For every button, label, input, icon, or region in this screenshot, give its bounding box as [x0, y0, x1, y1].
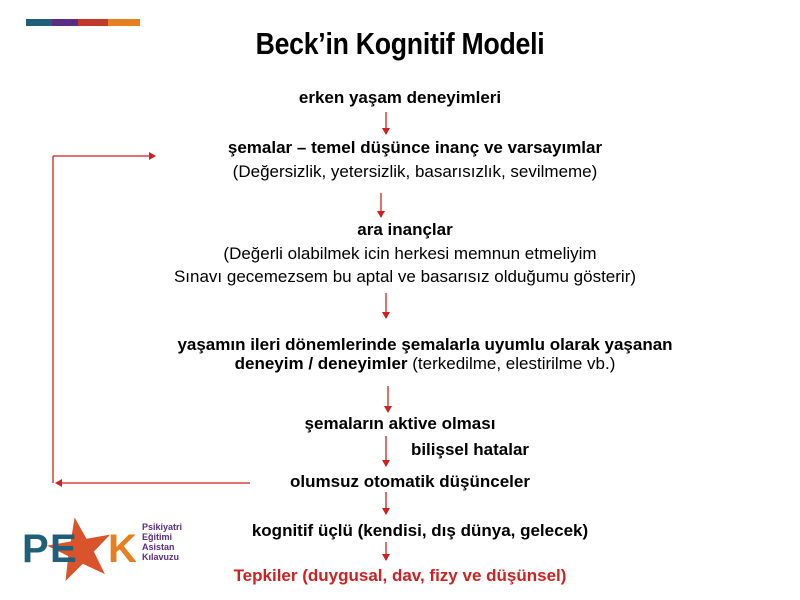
node-later-experiences-detail	[110, 354, 740, 374]
peak-logo	[22, 512, 182, 592]
node-automatic-thoughts: olumsuz otomatik düşünceler	[290, 472, 530, 491]
logo-caption-line-2: Eğitimi	[142, 532, 173, 542]
node-schemas: şemalar – temel düşünce inanç ve varsayımlar	[227, 138, 603, 157]
node-cognitive-errors: bilişsel hatalar	[410, 440, 530, 459]
node-early-experiences: erken yaşam deneyimleri	[298, 88, 502, 107]
node-intermediate-detail-1: (Değerli olabilmek icin herkesi memnun etmeliyim	[223, 244, 597, 263]
later-experiences-examples: (terkedilme, elestirilme vb.)	[407, 354, 616, 373]
slide-title: Beck’in Kognitif Modeli	[255, 26, 545, 61]
node-intermediate-detail-2: Sınavı gecemezsem bu aptal ve basarısız olduğumu gösterir)	[173, 267, 637, 286]
later-experiences-bold: deneyim / deneyimler	[234, 354, 408, 373]
node-schema-activation: şemaların aktive olması	[304, 414, 496, 433]
node-cognitive-triad: kognitif üçlü (kendisi, dış dünya, gelecek)	[251, 521, 589, 540]
logo-letter-e: E	[50, 527, 77, 571]
node-schemas-detail: (Değersizlik, yetersizlik, basarısızlık, sevilmeme)	[232, 162, 598, 181]
node-reactions: Tepkiler (duygusal, dav, fizy ve düşünsel)	[233, 566, 567, 585]
logo-caption-line-4: Kılavuzu	[142, 552, 180, 562]
logo-caption-line-1: Psikiyatri	[142, 522, 183, 532]
logo-letter-p: P	[22, 527, 49, 571]
node-intermediate-beliefs: ara inançlar	[357, 220, 453, 239]
logo-letter-k: K	[108, 527, 137, 571]
node-later-experiences: yaşamın ileri dönemlerinde şemalarla uyumlu olarak yaşanan	[177, 335, 673, 354]
logo-caption-line-3: Asistan	[142, 542, 175, 552]
logo-caption	[142, 522, 182, 562]
